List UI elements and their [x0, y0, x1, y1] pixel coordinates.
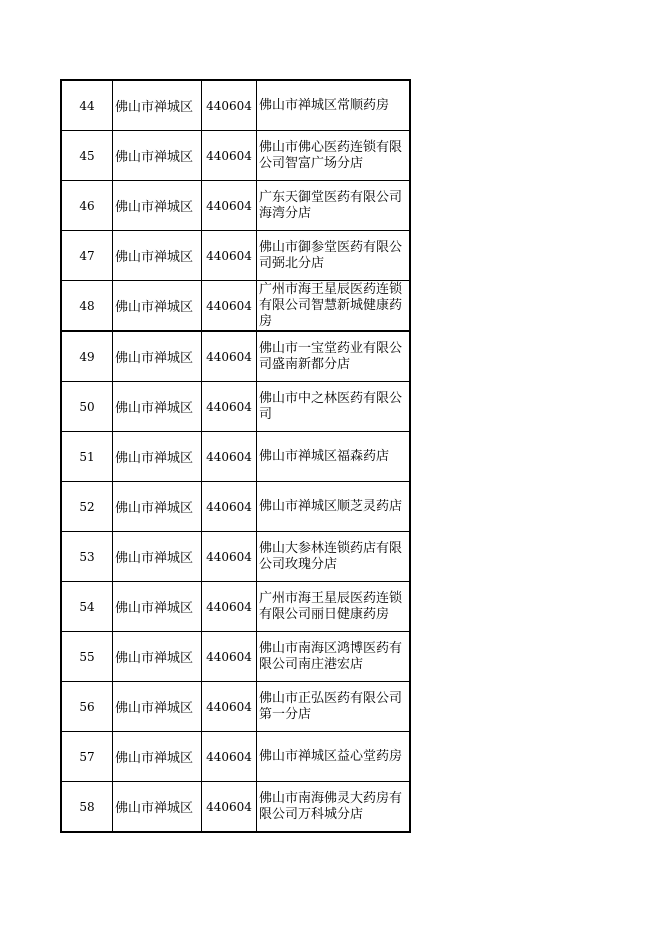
cell-district[interactable]: 佛山市禅城区 [113, 782, 202, 833]
cell-number[interactable]: 46 [61, 181, 113, 231]
cell-number[interactable]: 49 [61, 331, 113, 382]
table-row [61, 231, 410, 281]
table-row [61, 181, 410, 231]
cell-code[interactable]: 440604 [202, 432, 257, 482]
cell-pharmacy-name[interactable]: 佛山市禅城区顺芝灵药店 [257, 482, 411, 532]
cell-code[interactable]: 440604 [202, 532, 257, 582]
table-row [61, 782, 410, 833]
cell-number[interactable]: 52 [61, 482, 113, 532]
cell-district[interactable]: 佛山市禅城区 [113, 432, 202, 482]
cell-pharmacy-name[interactable]: 广东天御堂医药有限公司海湾分店 [257, 181, 411, 231]
table-row [61, 532, 410, 582]
table-row [61, 131, 410, 181]
table-body [61, 80, 410, 832]
cell-code[interactable]: 440604 [202, 231, 257, 281]
cell-pharmacy-name[interactable]: 佛山大参林连锁药店有限公司玫瑰分店 [257, 532, 411, 582]
cell-code[interactable]: 440604 [202, 682, 257, 732]
cell-district[interactable]: 佛山市禅城区 [113, 281, 202, 332]
cell-code[interactable]: 440604 [202, 382, 257, 432]
table-row [61, 732, 410, 782]
cell-pharmacy-name[interactable]: 广州市海王星辰医药连锁有限公司丽日健康药房 [257, 582, 411, 632]
cell-pharmacy-name[interactable]: 佛山市南海佛灵大药房有限公司万科城分店 [257, 782, 411, 833]
cell-number[interactable]: 51 [61, 432, 113, 482]
cell-number[interactable]: 56 [61, 682, 113, 732]
cell-number[interactable]: 44 [61, 80, 113, 131]
cell-pharmacy-name[interactable]: 佛山市禅城区益心堂药房 [257, 732, 411, 782]
cell-number[interactable]: 53 [61, 532, 113, 582]
table-row [61, 80, 410, 131]
cell-district[interactable]: 佛山市禅城区 [113, 231, 202, 281]
cell-number[interactable]: 47 [61, 231, 113, 281]
table-row [61, 382, 410, 432]
cell-number[interactable]: 54 [61, 582, 113, 632]
cell-code[interactable]: 440604 [202, 131, 257, 181]
cell-pharmacy-name[interactable]: 佛山市中之林医药有限公司 [257, 382, 411, 432]
cell-district[interactable]: 佛山市禅城区 [113, 732, 202, 782]
cell-number[interactable]: 45 [61, 131, 113, 181]
cell-number[interactable]: 50 [61, 382, 113, 432]
cell-pharmacy-name[interactable]: 广州市海王星辰医药连锁有限公司智慧新城健康药房 [257, 281, 411, 332]
cell-code[interactable]: 440604 [202, 80, 257, 131]
cell-code[interactable]: 440604 [202, 732, 257, 782]
table-row [61, 331, 410, 382]
cell-code[interactable]: 440604 [202, 181, 257, 231]
cell-district[interactable]: 佛山市禅城区 [113, 682, 202, 732]
cell-district[interactable]: 佛山市禅城区 [113, 582, 202, 632]
cell-district[interactable]: 佛山市禅城区 [113, 131, 202, 181]
cell-district[interactable]: 佛山市禅城区 [113, 532, 202, 582]
cell-district[interactable]: 佛山市禅城区 [113, 382, 202, 432]
cell-district[interactable]: 佛山市禅城区 [113, 80, 202, 131]
cell-code[interactable]: 440604 [202, 331, 257, 382]
cell-pharmacy-name[interactable]: 佛山市禅城区福森药店 [257, 432, 411, 482]
table-row [61, 632, 410, 682]
cell-pharmacy-name[interactable]: 佛山市南海区鸿博医药有限公司南庄港宏店 [257, 632, 411, 682]
table-row [61, 482, 410, 532]
cell-pharmacy-name[interactable]: 佛山市御参堂医药有限公司弼北分店 [257, 231, 411, 281]
cell-code[interactable]: 440604 [202, 281, 257, 332]
cell-district[interactable]: 佛山市禅城区 [113, 181, 202, 231]
cell-code[interactable]: 440604 [202, 632, 257, 682]
cell-code[interactable]: 440604 [202, 482, 257, 532]
cell-code[interactable]: 440604 [202, 582, 257, 632]
table-row [61, 582, 410, 632]
cell-pharmacy-name[interactable]: 佛山市一宝堂药业有限公司盛南新都分店 [257, 331, 411, 382]
cell-number[interactable]: 58 [61, 782, 113, 833]
cell-district[interactable]: 佛山市禅城区 [113, 482, 202, 532]
table-row [61, 281, 410, 332]
table-row [61, 682, 410, 732]
cell-code[interactable]: 440604 [202, 782, 257, 833]
cell-number[interactable]: 48 [61, 281, 113, 332]
cell-district[interactable]: 佛山市禅城区 [113, 331, 202, 382]
cell-district[interactable]: 佛山市禅城区 [113, 632, 202, 682]
cell-pharmacy-name[interactable]: 佛山市正弘医药有限公司第一分店 [257, 682, 411, 732]
cell-number[interactable]: 55 [61, 632, 113, 682]
table-row [61, 432, 410, 482]
pharmacy-table [60, 79, 411, 833]
cell-pharmacy-name[interactable]: 佛山市禅城区常顺药房 [257, 80, 411, 131]
cell-number[interactable]: 57 [61, 732, 113, 782]
cell-pharmacy-name[interactable]: 佛山市佛心医药连锁有限公司智富广场分店 [257, 131, 411, 181]
